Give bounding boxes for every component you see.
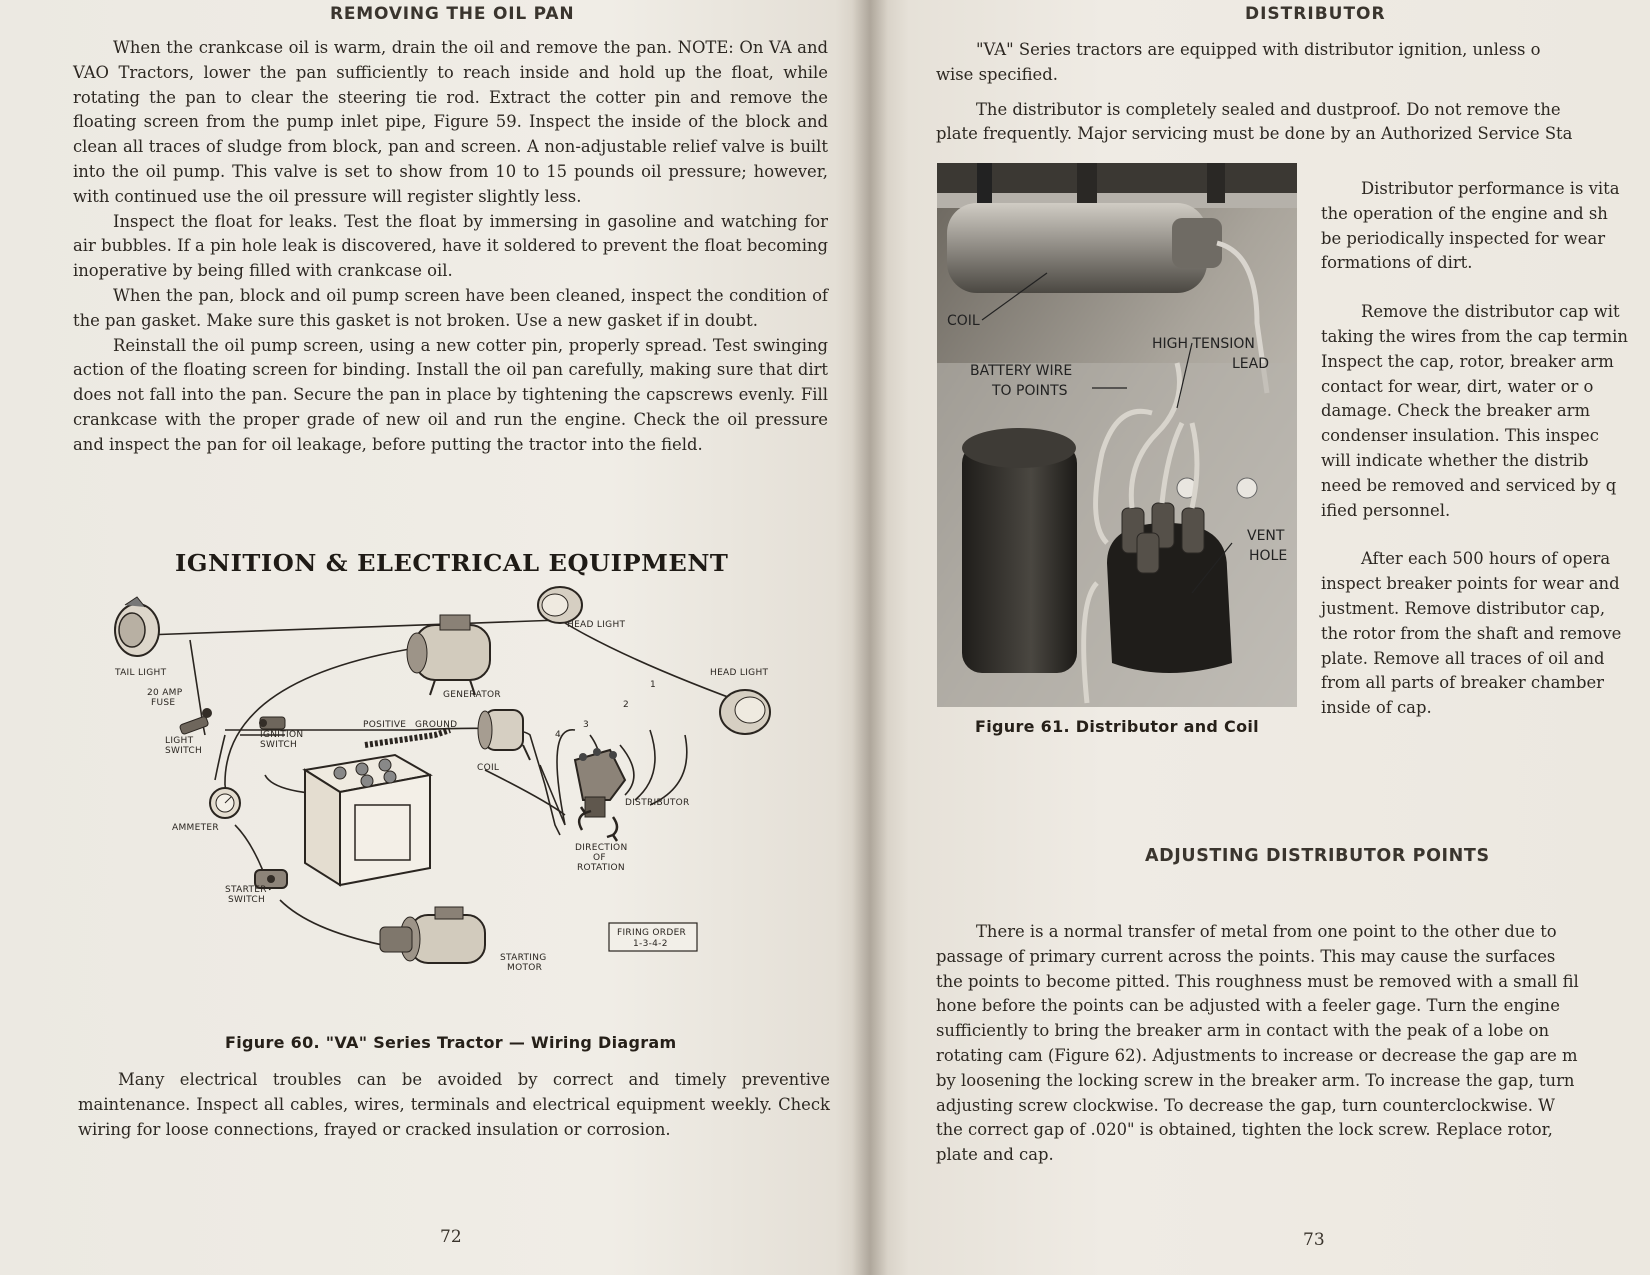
side-line: damage. Check the breaker arm xyxy=(1321,401,1590,421)
photo-battery-wire-label-2: TO POINTS xyxy=(992,383,1068,399)
fuse-label-2: FUSE xyxy=(151,698,176,708)
direction-label-3: ROTATION xyxy=(577,863,625,873)
side-line: justment. Remove distributor cap, xyxy=(1321,598,1606,618)
side-line: inside of cap. xyxy=(1321,698,1432,718)
light-switch-label-1: LIGHT xyxy=(165,736,194,746)
head-light-label-1: HEAD LIGHT xyxy=(567,620,626,630)
side-line: from all parts of breaker chamber xyxy=(1321,673,1604,693)
page-73 xyxy=(870,0,1650,1275)
ammeter-icon xyxy=(210,788,240,818)
photo-high-tension-label-2: LEAD xyxy=(1232,356,1270,372)
side-line: formations of dirt. xyxy=(1321,253,1473,273)
tail-light-icon xyxy=(115,597,159,656)
wire-number-2: 2 xyxy=(623,700,630,710)
intro-line-3: The distributor is completely sealed and dustproof. Do not remove the xyxy=(976,99,1561,119)
points-line: plate and cap. xyxy=(936,1145,1054,1165)
light-switch-label-2: SWITCH xyxy=(165,746,203,756)
side-line: condenser insulation. This inspec xyxy=(1321,426,1599,446)
side-line: the operation of the engine and sh xyxy=(1321,203,1608,223)
head-light-label-2: HEAD LIGHT xyxy=(710,668,769,678)
wire-number-4: 4 xyxy=(555,730,562,740)
starter-switch-label-2: SWITCH xyxy=(228,895,266,905)
points-line: the correct gap of .020" is obtained, tighten the lock screw. Replace rotor, xyxy=(936,1120,1553,1140)
intro-line-1: "VA" Series tractors are equipped with distributor ignition, unless o xyxy=(976,40,1541,59)
starting-motor-label-1: STARTING xyxy=(500,953,547,963)
ground-label: GROUND xyxy=(415,720,458,730)
points-line: rotating cam (Figure 62). Adjustments to increase or decrease the gap are m xyxy=(936,1045,1578,1065)
points-line: adjusting screw clockwise. To decrease the gap, turn counterclockwise. W xyxy=(936,1095,1556,1115)
points-line: There is a normal transfer of metal from one point to the other due to xyxy=(976,922,1557,941)
head-light-right-icon xyxy=(720,690,770,734)
figure-61-caption: Figure 61. Distributor and Coil xyxy=(975,717,1259,736)
oil-pan-paragraph-2: Inspect the float for leaks. Test the float by immersing in gasoline and watching for air bubbles. If a pin hole leak is discovered, have it soldered to prevent the float becoming inoperative by being filled with crankcase oil. xyxy=(73,211,828,281)
ignition-switch-label-1: IGNITION xyxy=(260,730,304,740)
starting-motor-icon xyxy=(380,907,485,963)
side-paragraph-3 xyxy=(1321,547,1650,721)
side-line: Remove the distributor cap wit xyxy=(1361,302,1620,322)
wiring-diagram xyxy=(105,585,805,1015)
generator-label: GENERATOR xyxy=(443,690,501,700)
side-line: Distributor performance is vita xyxy=(1361,179,1620,198)
ignition-section-heading: IGNITION & ELECTRICAL EQUIPMENT xyxy=(175,550,729,577)
side-line: After each 500 hours of opera xyxy=(1361,549,1611,569)
adjusting-points-text xyxy=(936,920,1650,1168)
side-paragraph-1 xyxy=(1321,177,1650,276)
maintenance-paragraph: Many electrical troubles can be avoided by correct and timely preventive maintenance. Inspect all cables, wires, terminals and electrical equipment weekly. Check wiring for loose connections, frayed or cracked insulation or corrosion. xyxy=(78,1070,830,1139)
coil-icon xyxy=(478,710,530,760)
ammeter-label: AMMETER xyxy=(172,823,219,833)
figure-60-caption: Figure 60. "VA" Series Tractor — Wiring Diagram xyxy=(225,1033,677,1052)
distributor-side-text xyxy=(1321,177,1650,721)
fuse-label-1: 20 AMP xyxy=(147,688,183,698)
distributor-label: DISTRIBUTOR xyxy=(625,798,690,808)
side-line: will indicate whether the distrib xyxy=(1321,450,1589,470)
wire-number-3: 3 xyxy=(583,720,590,730)
wire-head-light-main xyxy=(145,620,560,635)
coil-label: COIL xyxy=(477,763,500,773)
side-line: contact for wear, dirt, water or o xyxy=(1321,376,1594,396)
intro-line-4: plate frequently. Major servicing must be done by an Authorized Service Sta xyxy=(936,124,1573,144)
oil-pan-paragraph-4: Reinstall the oil pump screen, using a new cotter pin, properly spread. Test swinging action of the floating screen for binding. Install the oil pan carefully, making sure that dirt does not fall into the pan. Secure the pan in place by tightening the capscrews evenly. Fill crankcase with the proper grade of new oil and run the engine. Check the oil pressure and inspect the pan for oil leakage, before putting the tractor into the field. xyxy=(73,335,828,454)
wire-head-light-right xyxy=(560,620,755,707)
page-number-73: 73 xyxy=(1303,1230,1325,1250)
maintenance-text xyxy=(78,1068,830,1142)
points-line: sufficiently to bring the breaker arm in contact with the peak of a lobe on xyxy=(936,1021,1550,1041)
firing-order-box xyxy=(609,923,697,951)
oil-pan-heading: REMOVING THE OIL PAN xyxy=(330,4,575,24)
ignition-switch-label-2: SWITCH xyxy=(260,740,298,750)
oil-pan-paragraph-3: When the pan, block and oil pump screen have been cleaned, inspect the condition of the pan gasket. Make sure this gasket is not broken. Use a new gasket if in doubt. xyxy=(73,285,828,330)
direction-label-2: OF xyxy=(593,853,606,863)
oil-pan-paragraph-1: When the crankcase oil is warm, drain the oil and remove the pan. NOTE: On VA and VAO Tractors, lower the pan sufficiently to reach inside and hold up the float, while rotating the pan to clear the steering tie rod. Extract the cotter pin and remove the floating screen from the pump inlet pipe, Figure 59. Inspect the inside of the block and clean all traces of sludge from block, pan and screen. A non-adjustable relief valve is built into the oil pump. This valve is set to show from 10 to 15 pounds oil pressure; however, with continued use the oil pressure will register slightly less. xyxy=(73,38,828,206)
wire-number-1: 1 xyxy=(650,680,657,690)
distributor-coil-photo xyxy=(937,163,1297,707)
ignition-switch-icon xyxy=(259,717,285,729)
firing-order-label-1: FIRING ORDER xyxy=(617,928,687,938)
side-line: be periodically inspected for wear xyxy=(1321,228,1606,248)
side-line: inspect breaker points for wear and xyxy=(1321,574,1620,594)
tail-light-label: TAIL LIGHT xyxy=(115,668,167,678)
head-light-top-icon xyxy=(538,587,582,623)
photo-vent-label-1: VENT xyxy=(1247,528,1285,544)
photo-battery-wire-label-1: BATTERY WIRE xyxy=(970,363,1073,379)
points-line: by loosening the locking screw in the breaker arm. To increase the gap, turn xyxy=(936,1070,1575,1090)
side-line: plate. Remove all traces of oil and xyxy=(1321,648,1605,668)
side-line: ified personnel. xyxy=(1321,500,1451,520)
side-paragraph-2 xyxy=(1321,300,1650,523)
points-line: the points to become pitted. This roughness must be removed with a small fil xyxy=(936,971,1579,991)
photo-high-tension-label-1: HIGH TENSION xyxy=(1152,336,1255,352)
side-line: the rotor from the shaft and remove xyxy=(1321,623,1622,643)
firing-order-label-2: 1-3-4-2 xyxy=(633,939,668,949)
direction-label-1: DIRECTION xyxy=(575,843,628,853)
book-gutter xyxy=(852,0,888,1275)
photo-vent-label-2: HOLE xyxy=(1249,548,1288,564)
photo-coil-label: COIL xyxy=(947,313,980,329)
points-line: hone before the points can be adjusted with a feeler gage. Turn the engine xyxy=(936,996,1560,1016)
side-line: taking the wires from the cap termin xyxy=(1321,326,1628,346)
points-line: passage of primary current across the points. This may cause the surfaces xyxy=(936,946,1556,966)
starter-switch-label-1: STARTER xyxy=(225,885,267,895)
light-switch-icon xyxy=(179,708,212,735)
oil-pan-text xyxy=(73,36,828,458)
distributor-heading: DISTRIBUTOR xyxy=(1245,4,1386,24)
starting-motor-label-2: MOTOR xyxy=(507,963,543,973)
positive-label: POSITIVE xyxy=(363,720,407,730)
generator-icon xyxy=(407,615,490,695)
intro-line-2: wise specified. xyxy=(936,64,1058,84)
side-line: Inspect the cap, rotor, breaker arm xyxy=(1321,351,1614,371)
adjusting-points-heading: ADJUSTING DISTRIBUTOR POINTS xyxy=(1145,846,1490,866)
battery-icon xyxy=(305,730,450,885)
page-number-72: 72 xyxy=(440,1227,462,1247)
distributor-icon xyxy=(575,748,625,817)
distributor-intro xyxy=(936,38,1650,147)
side-line: need be removed and serviced by q xyxy=(1321,475,1617,495)
